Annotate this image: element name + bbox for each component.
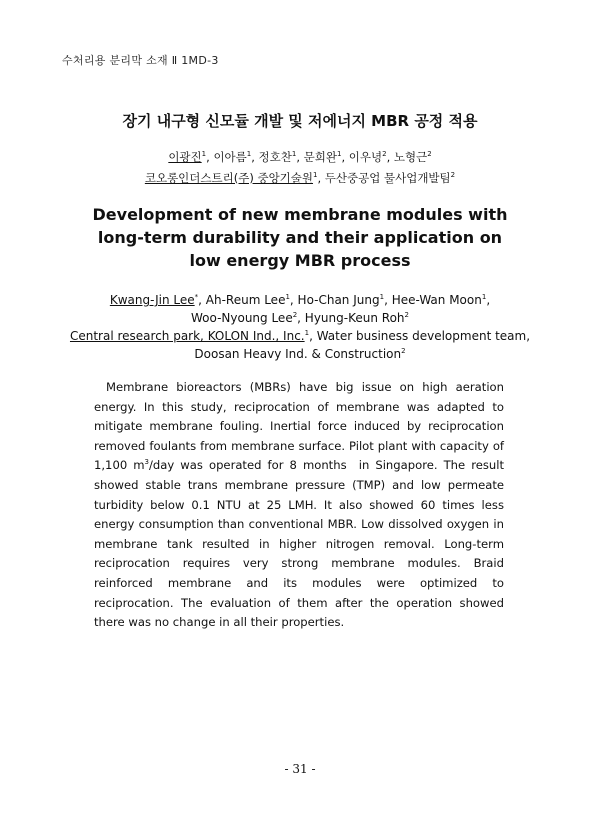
korean-affil-2: , 두산중공업 물사업개발팀	[317, 171, 451, 185]
korean-author-6: 노형근	[393, 150, 428, 164]
korean-title: 장기 내구형 신모듈 개발 및 저에너지 MBR 공정 적용	[122, 112, 478, 130]
page-number: - 31 -	[284, 762, 316, 776]
korean-author-4: 문희완	[303, 150, 337, 164]
korean-author-3: 정호찬	[258, 150, 292, 164]
english-title: Development of new membrane modules with long-term durability and their application on low energy MBR process	[92, 205, 508, 270]
korean-authors: 이광진$^1$, 이아름$^1$, 정호찬$^1$, 문희완$^1$, 이우녕$^2$, 노형근$^2$	[168, 150, 432, 164]
english-authors-line-1: Kwang-Jin Lee*, Ah-Reum Lee$^1$, Ho-Chan Jung$^1$, Hee-Wan Moon$^1$,	[109, 293, 491, 307]
english-authors-line-2: Woo-Nyoung Lee$^2$, Hyung-Keun Roh$^2$	[191, 311, 409, 325]
english-affil-line-2: Doosan Heavy Ind. & Construction$^2$	[194, 347, 406, 361]
korean-affiliations: 코오롱인더스트리(주) 중앙기술원$^1$, 두산중공업 물사업개발팀$^2$	[144, 171, 456, 185]
english-affil-1: Central research park, KOLON Ind., Inc.	[69, 329, 305, 343]
korean-author-5: 이우녕	[348, 150, 383, 164]
korean-author-2: 이아름	[213, 150, 247, 164]
korean-affil-1: 코오롱인더스트리(주) 중앙기술원	[144, 171, 314, 185]
english-affil-line-1: Central research park, KOLON Ind., Inc.$^1$, Water business development team,	[69, 329, 531, 343]
corresponding-author: Kwang-Jin Lee	[109, 293, 195, 307]
abstract: Membrane bioreactors (MBRs) have big issue on high aeration energy. In this study, reciprocation of membrane was adapted to mitigate membrane fouling. Inertial force induced by reciprocation removed foulants from membrane surface. Pilot plant with capacity of 1,100 $m^3$/day was operated for 8 months in Singapore. The result showed stable trans membrane pressure (TMP) and low permeate turbidity below 0.1 NTU at 25 LMH. It also showed 60 times less energy consumption than conventional MBR. Low dissolved oxygen in membrane tank resulted in higher nitrogen removal. Long-term reciprocation requires very strong membrane modules. Braid reinforced membrane and its modules were optimized to reciprocation. The evaluation of them after the operation showed there was no change in all their properties.	[94, 380, 504, 630]
korean-author-1: 이광진	[168, 150, 202, 164]
session-header: 수처리용 분리막 소재 Ⅱ 1MD-3	[62, 54, 219, 67]
